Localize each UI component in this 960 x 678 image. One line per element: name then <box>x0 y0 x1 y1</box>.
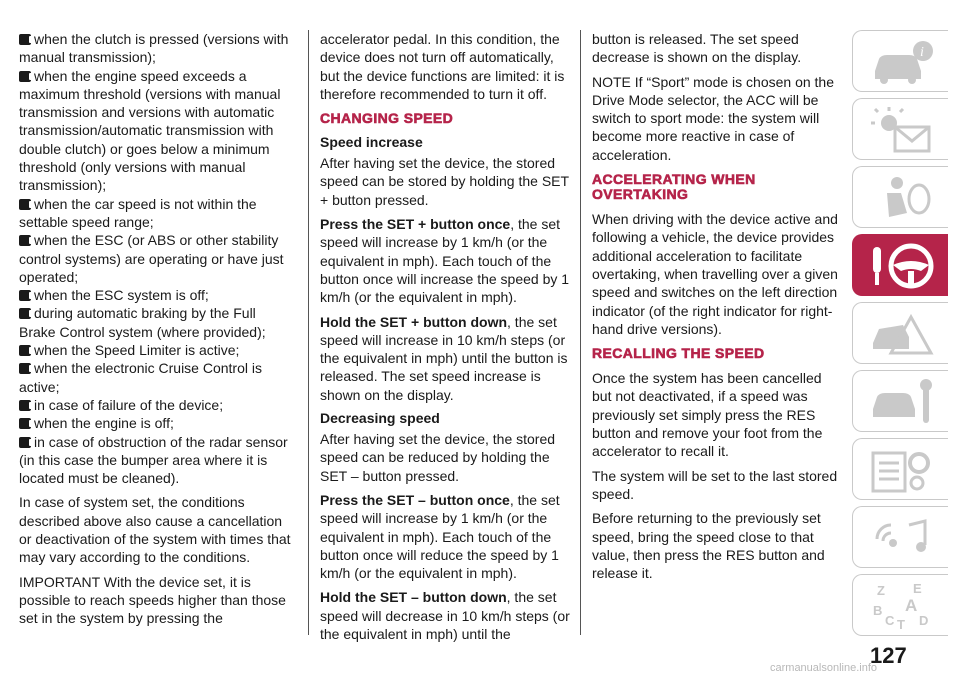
bullet-marker-icon <box>19 34 31 45</box>
paragraph: When driving with the device active and following a vehicle, the device provides additional acceleration to facilitate overtaking, when travelling over a given speed and switches on the left direction indicator (of the right indicator for right-hand drive versions). <box>592 211 838 337</box>
bullet-text: when the electronic Cruise Control is active; <box>19 360 262 395</box>
paragraph-rest: , the set speed will increase in 10 km/h steps (or the equivalent in mph) until the button is released. The set speed increase is shown on the display. <box>320 313 568 403</box>
warning-lights-icon <box>867 105 937 155</box>
bullet-marker-icon <box>19 308 31 319</box>
bold-lead: Press the SET – button once <box>320 491 510 508</box>
bullet-marker-icon <box>19 290 31 301</box>
tab-safety[interactable] <box>852 166 948 228</box>
paragraph-rest: , the set speed will decrease in 10 km/h steps (or the equivalent in mph) until the <box>320 589 570 643</box>
steering-wheel-key-icon <box>867 241 937 291</box>
index-letter: T <box>897 617 905 631</box>
section-heading-accelerating-overtaking: ACCELERATING WHEN OVERTAKING <box>592 171 756 203</box>
bullet-item <box>19 30 294 67</box>
paragraph: accelerator pedal. In this condition, the device does not turn off automatically, but the device functions are limited: it is therefore recommended to turn it off. <box>320 31 565 102</box>
bullet-text: when the car speed is not within the settable speed range; <box>19 195 257 230</box>
column-2 <box>320 30 575 649</box>
index-letter: A <box>905 596 918 615</box>
bullet-marker-icon <box>19 71 31 82</box>
bullet-text: in case of failure of the device; <box>34 396 224 413</box>
paragraph: After having set the device, the stored speed can be reduced by holding the SET – button pressed. <box>320 431 556 484</box>
bullet-marker-icon <box>19 437 31 448</box>
column-divider-2 <box>580 30 581 635</box>
bullet-text: when the clutch is pressed (versions with manual transmission); <box>19 31 289 66</box>
paragraph <box>320 313 575 404</box>
tab-multimedia[interactable] <box>852 506 948 568</box>
bullet-item <box>19 414 294 432</box>
bullet-marker-icon <box>19 418 31 429</box>
tab-car-info[interactable] <box>852 30 948 92</box>
tab-starting-driving[interactable] <box>852 234 948 296</box>
paragraph: Before returning to the previously set speed, bring the speed close to that value, then press the RES button and release it. <box>592 510 825 582</box>
tab-warning-lights[interactable] <box>852 98 948 160</box>
bullet-marker-icon <box>19 345 31 356</box>
bullet-text: during automatic braking by the Full Brake Control system (where provided); <box>19 305 266 340</box>
column-1 <box>19 30 294 634</box>
bullet-text: when the ESC system is off; <box>34 287 209 304</box>
index-letter: D <box>919 613 929 628</box>
bullet-list <box>19 30 294 487</box>
subheading-decreasing-speed: Decreasing speed <box>320 410 440 427</box>
paragraph: button is released. The set speed decrease is shown on the display. <box>592 31 802 66</box>
paragraph <box>320 588 575 643</box>
column-divider-1 <box>308 30 309 635</box>
paragraph: The system will be set to the last stored speed. <box>592 467 838 502</box>
index-letter: Z <box>877 583 885 598</box>
bullet-item <box>19 396 294 414</box>
bold-lead: Press the SET + button once <box>320 216 511 233</box>
bullet-item <box>19 286 294 304</box>
page-number: 127 <box>870 643 907 668</box>
bullet-item <box>19 67 294 195</box>
bullet-marker-icon <box>19 400 31 411</box>
section-heading-recalling-speed: RECALLING THE SPEED <box>592 345 765 362</box>
index-letter: C <box>885 613 895 628</box>
section-heading-changing-speed: CHANGING SPEED <box>320 110 454 127</box>
technical-data-icon <box>867 445 937 495</box>
paragraph-rest: , the set speed will increase by 1 km/h (or the equivalent in mph). Each touch of the button once will increase the speed by 1 km/h (or the equivalent in mph). <box>320 216 570 306</box>
bullet-item <box>19 359 294 396</box>
car-info-icon <box>867 37 937 87</box>
svg-text:i: i <box>920 45 924 60</box>
paragraph: Once the system has been cancelled but not deactivated, if a speed was previously set simply press the RES button and remove your foot from the accelerator to recall it. <box>592 370 823 460</box>
bullet-item <box>19 231 294 286</box>
paragraph-important: IMPORTANT With the device set, it is possible to reach speeds higher than those set in the system by pressing the <box>19 573 286 627</box>
tab-maintenance[interactable] <box>852 370 948 432</box>
bullet-item <box>19 341 294 359</box>
bullet-text: when the ESC (or ABS or other stability control systems) are operating or have just operated; <box>19 232 284 285</box>
paragraph: After having set the device, the stored speed can be stored by holding the SET + button pressed. <box>320 155 569 208</box>
bullet-text: when the Speed Limiter is active; <box>34 342 240 359</box>
bullet-text: when the engine is off; <box>34 415 174 432</box>
multimedia-icon <box>867 513 937 563</box>
index-letter: E <box>913 581 922 596</box>
bullet-marker-icon <box>19 235 31 246</box>
subheading-speed-increase: Speed increase <box>320 134 423 151</box>
tab-index[interactable] <box>852 574 948 636</box>
index-icon <box>867 581 937 631</box>
safety-airbag-icon <box>867 173 937 223</box>
bullet-marker-icon <box>19 363 31 374</box>
note-paragraph: NOTE If “Sport” mode is chosen on the Drive Mode selector, the ACC will be switch to sport mode: the system will become more reactive in case of acceleration. <box>592 73 834 163</box>
index-letter: B <box>873 603 883 618</box>
emergency-icon <box>867 309 937 359</box>
watermark: carmanualsonline.info <box>770 662 878 674</box>
tab-emergency[interactable] <box>852 302 948 364</box>
bullet-text: when the engine speed exceeds a maximum threshold (versions with manual transmission and versions with automatic transmission/automatic transmission with double clutch) or goes below a minimum threshold (only versions with manual transmission); <box>19 67 281 194</box>
column-3 <box>592 30 840 588</box>
paragraph-rest: , the set speed will increase by 1 km/h (or the equivalent in mph). Each touch of the button once will reduce the speed by 1 km/h (or the equivalent in mph). <box>320 491 560 582</box>
bold-lead: Hold the SET + button down <box>320 313 508 330</box>
bullet-item <box>19 304 294 341</box>
paragraph: In case of system set, the conditions described above also cause a cancellation or deactivation of the system with times that may vary according to the conditions. <box>19 494 291 566</box>
paragraph <box>320 491 575 582</box>
bullet-item <box>19 195 294 232</box>
bullet-text: in case of obstruction of the radar sensor (in this case the bumper area where it is located must be cleaned). <box>19 433 288 487</box>
paragraph <box>320 215 575 306</box>
maintenance-icon <box>867 377 937 427</box>
bold-lead: Hold the SET – button down <box>320 589 507 606</box>
bullet-item <box>19 433 294 488</box>
bullet-marker-icon <box>19 199 31 210</box>
tab-technical-data[interactable] <box>852 438 948 500</box>
